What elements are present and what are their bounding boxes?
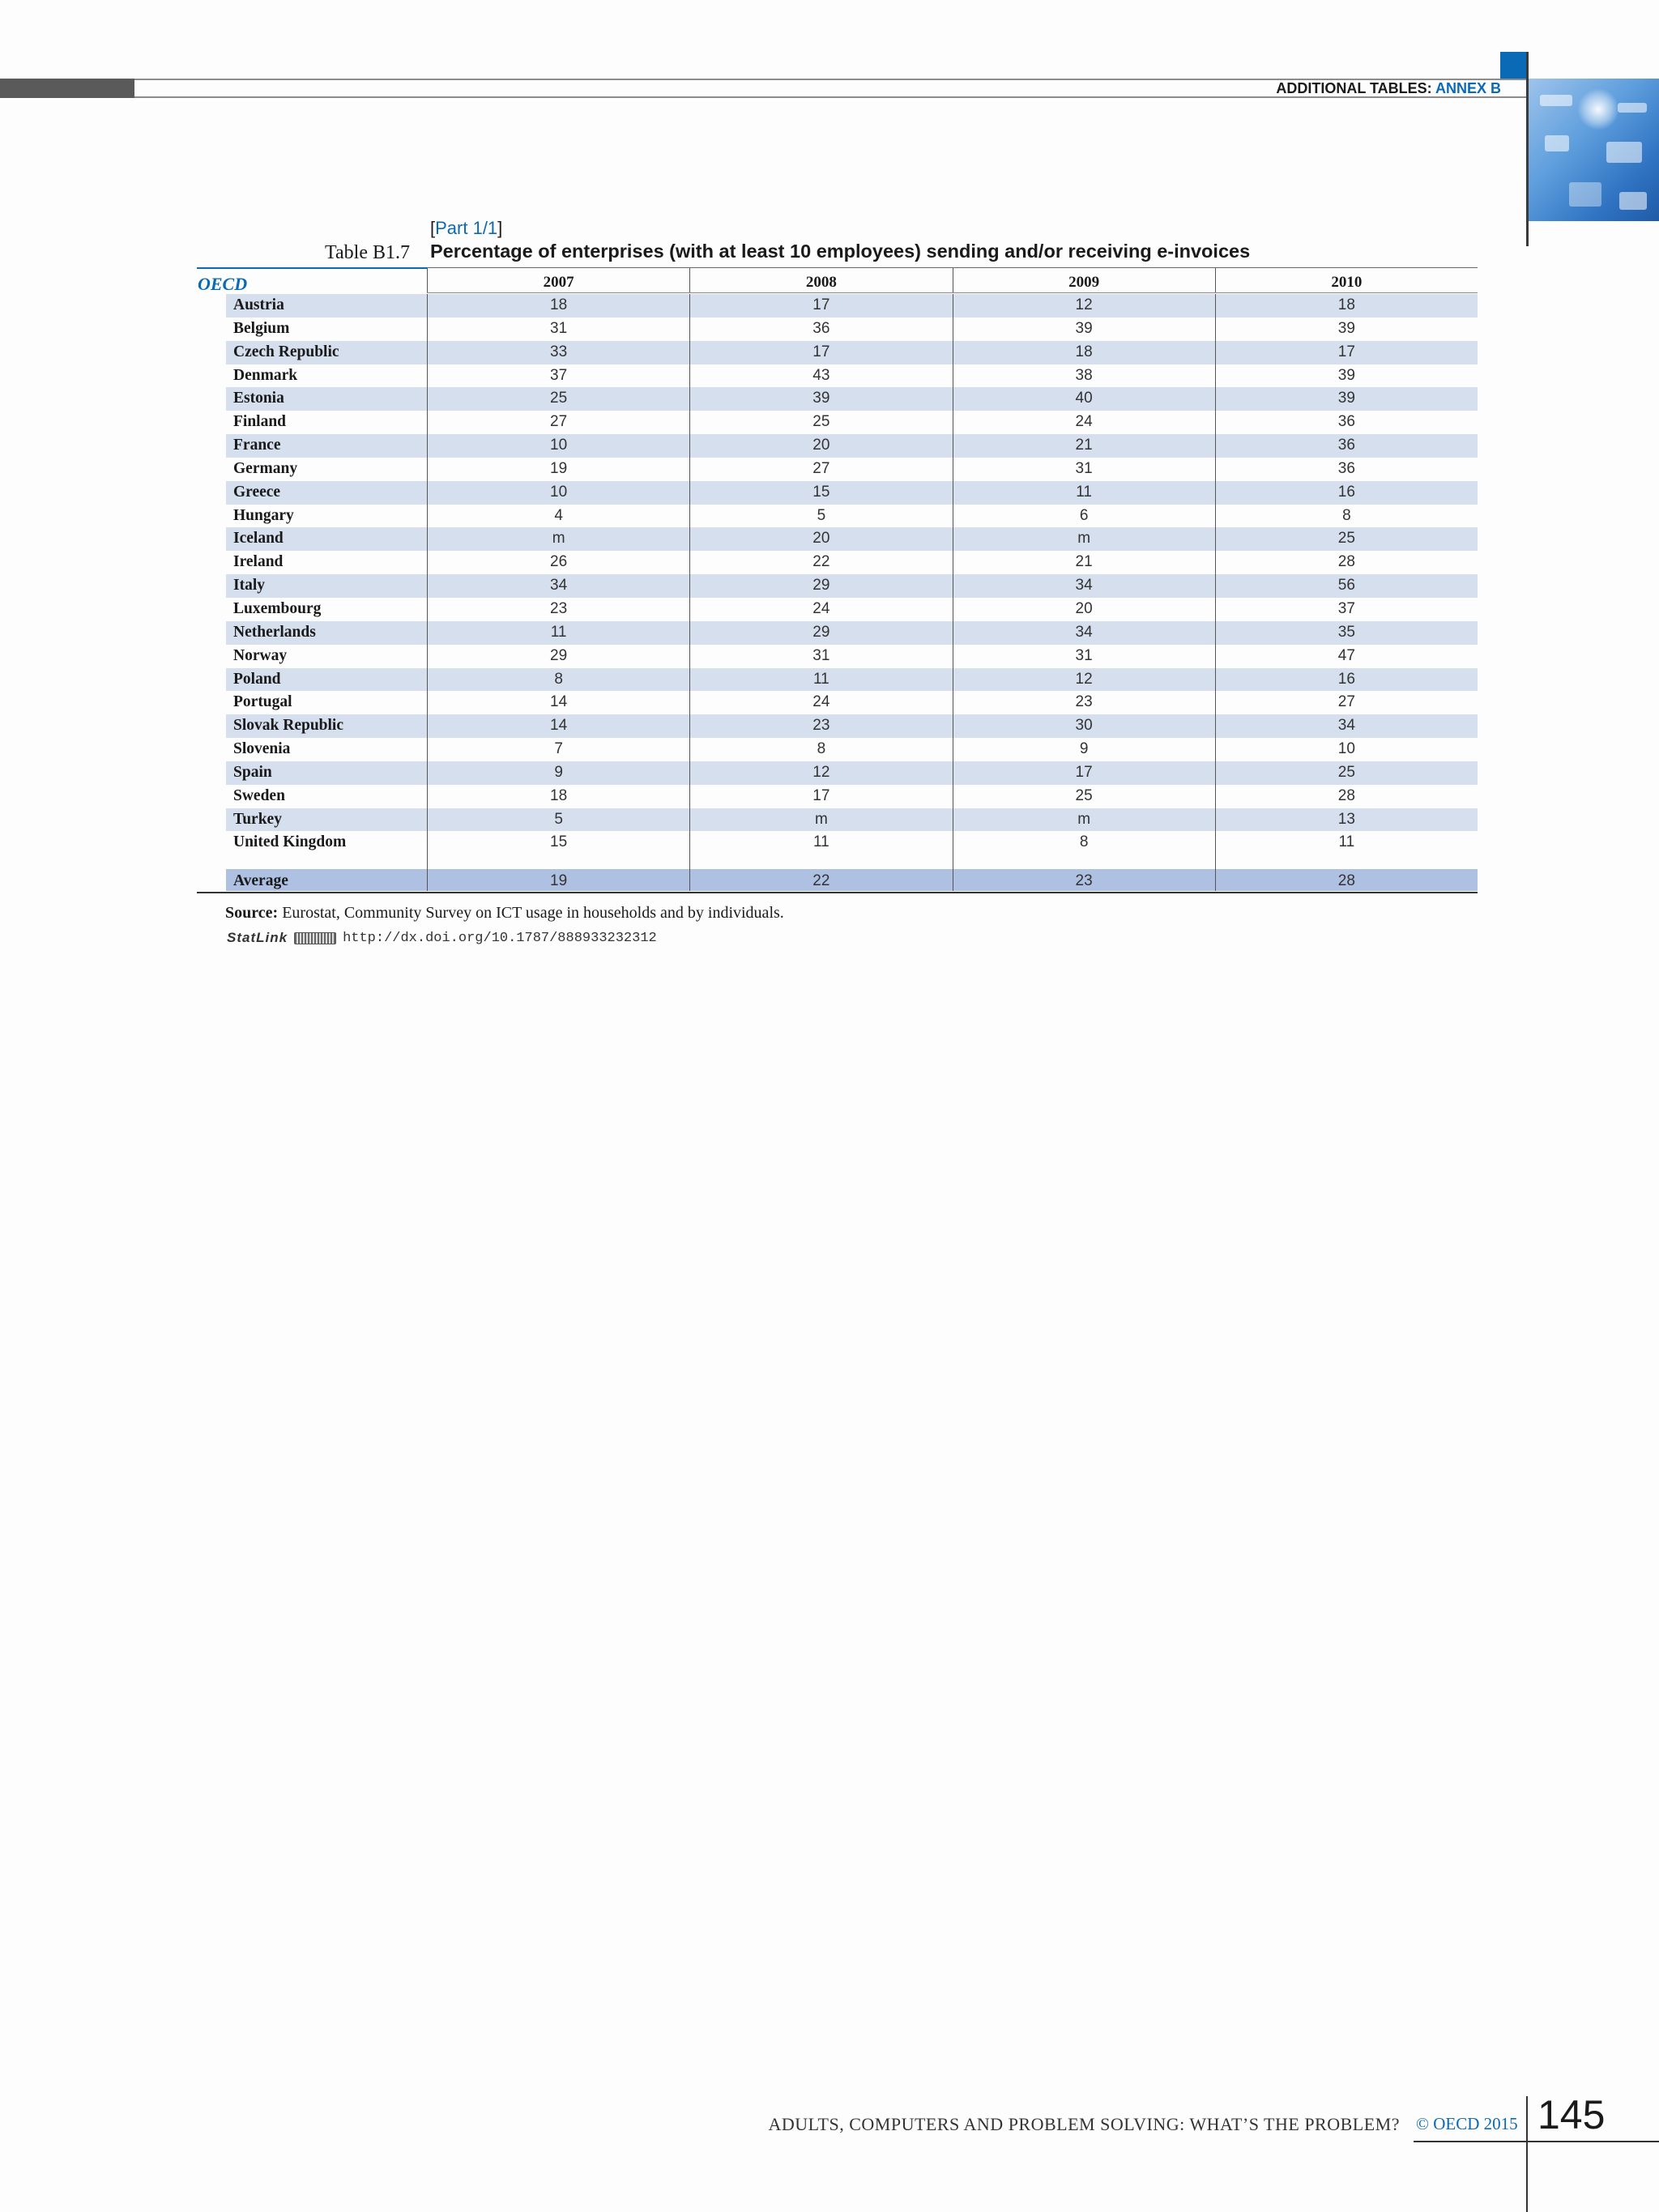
footer-book-title: ADULTS, COMPUTERS AND PROBLEM SOLVING: WHAT’S THE PROBLEM? — [768, 2114, 1400, 2134]
table-cell: 31 — [427, 318, 689, 341]
country-name: Czech Republic — [233, 343, 339, 360]
country-name: Hungary — [233, 506, 294, 524]
country-name: Denmark — [233, 366, 298, 384]
country-name: United Kingdom — [233, 833, 347, 851]
table-cell: 27 — [689, 458, 952, 481]
table-cell: 17 — [689, 341, 952, 364]
part-bracket-close: ] — [497, 218, 503, 238]
statlink-url[interactable]: http://dx.doi.org/10.1787/888933232312 — [343, 930, 657, 946]
table-cell: 11 — [1215, 831, 1478, 855]
table-cell: m — [953, 808, 1215, 832]
table-cell: 35 — [1215, 621, 1478, 645]
table-cell: 39 — [1215, 364, 1478, 388]
table-cell: 25 — [953, 785, 1215, 808]
table-cell: 16 — [1215, 481, 1478, 505]
table-cell: 25 — [427, 387, 689, 411]
page-number: 145 — [1537, 2092, 1606, 2137]
country-name: Slovak Republic — [233, 717, 343, 735]
table-cell: 34 — [953, 621, 1215, 645]
table-row — [226, 691, 1478, 714]
table-cell: 18 — [1215, 294, 1478, 318]
table-row — [226, 785, 1478, 808]
table-cell: 23 — [689, 714, 952, 738]
table-cell: 33 — [427, 341, 689, 364]
table-cell: 19 — [427, 458, 689, 481]
header-rule-bottom — [134, 96, 1526, 98]
table-row — [226, 294, 1478, 318]
table-cell: 28 — [1215, 551, 1478, 574]
table-header-row — [427, 268, 1478, 293]
table-row — [226, 598, 1478, 621]
header-accent-square — [1500, 52, 1526, 79]
footer-vertical-rule — [1526, 2096, 1528, 2212]
table-row — [226, 387, 1478, 411]
table-row — [226, 434, 1478, 458]
table-cell: 10 — [427, 434, 689, 458]
country-name: Estonia — [233, 390, 284, 407]
table-cell: 24 — [953, 411, 1215, 434]
table-cell: m — [689, 808, 952, 832]
table-row — [226, 458, 1478, 481]
table-cell: 34 — [427, 574, 689, 598]
table-cell: 28 — [1215, 785, 1478, 808]
table-cell: 17 — [1215, 341, 1478, 364]
spacer-cell — [689, 855, 952, 869]
table-cell: 18 — [427, 785, 689, 808]
thumbnail-shape — [1606, 142, 1642, 163]
table-cell: 56 — [1215, 574, 1478, 598]
table-cell: m — [953, 527, 1215, 551]
thumbnail-shape — [1618, 103, 1647, 113]
table-cell: 10 — [1215, 738, 1478, 761]
table-part: Part 1/1 — [435, 218, 498, 238]
table-cell: 29 — [689, 574, 952, 598]
spacer-cell — [1215, 855, 1478, 869]
thumbnail-shape — [1540, 95, 1572, 106]
average-cell: 22 — [689, 869, 952, 891]
table-cell: 25 — [689, 411, 952, 434]
table-cell: 21 — [953, 434, 1215, 458]
table-row — [226, 808, 1478, 832]
table-row — [226, 318, 1478, 341]
country-name: Belgium — [233, 319, 290, 337]
table-row — [226, 738, 1478, 761]
table-cell: 31 — [953, 458, 1215, 481]
thumbnail-shape — [1545, 135, 1569, 151]
table-cell: 7 — [427, 738, 689, 761]
country-name: Austria — [233, 296, 284, 313]
table-title: Percentage of enterprises (with at least 10 employees) sending and/or receiving e-invoices — [430, 241, 1251, 262]
source-note — [225, 904, 784, 923]
table-row — [226, 551, 1478, 574]
table-cell: 11 — [689, 668, 952, 692]
running-header-main: ADDITIONAL TABLES: — [1276, 80, 1435, 96]
table-cell: 4 — [427, 505, 689, 528]
table-cell: 20 — [953, 598, 1215, 621]
footer-rule — [1414, 2141, 1659, 2142]
source-label: Source: — [225, 904, 279, 922]
table-cell: 24 — [689, 598, 952, 621]
table-cell: 11 — [689, 831, 952, 855]
table-cell: 8 — [1215, 505, 1478, 528]
table-cell: 20 — [689, 527, 952, 551]
table-row — [226, 645, 1478, 668]
average-cell: 28 — [1215, 869, 1478, 891]
table-cell: 16 — [1215, 668, 1478, 692]
country-name: Iceland — [233, 530, 284, 548]
table-cell: 13 — [1215, 808, 1478, 832]
table-cell: 31 — [689, 645, 952, 668]
header-dark-bar — [0, 79, 134, 98]
country-name: Poland — [233, 670, 281, 688]
table-cell: 38 — [953, 364, 1215, 388]
average-row — [226, 869, 1478, 891]
table-cell: 17 — [689, 294, 952, 318]
column-header: 2010 — [1215, 268, 1478, 293]
chapter-thumbnail-image — [1529, 79, 1659, 221]
table-cell: 39 — [1215, 318, 1478, 341]
table-cell: 15 — [689, 481, 952, 505]
table-bottom-rule — [197, 892, 1478, 893]
country-name: Finland — [233, 413, 287, 431]
table-row — [226, 481, 1478, 505]
country-name: Ireland — [233, 553, 284, 571]
table-cell: 15 — [427, 831, 689, 855]
footer-copyright: © OECD 2015 — [1416, 2114, 1518, 2133]
table-cell: 23 — [427, 598, 689, 621]
table-cell: 14 — [427, 714, 689, 738]
table-cell: 39 — [689, 387, 952, 411]
table-cell: 8 — [953, 831, 1215, 855]
average-label: Average — [233, 872, 288, 890]
table-cell: 40 — [953, 387, 1215, 411]
table-row — [226, 411, 1478, 434]
table-row — [226, 621, 1478, 645]
table-spacer-row — [226, 855, 1478, 869]
table-cell: 27 — [1215, 691, 1478, 714]
spacer-cell — [427, 855, 689, 869]
table-cell: m — [427, 527, 689, 551]
table-cell: 43 — [689, 364, 952, 388]
table-cell: 29 — [689, 621, 952, 645]
table-body — [226, 294, 1478, 891]
country-name: Germany — [233, 459, 298, 477]
country-name: Italy — [233, 577, 265, 595]
table-cell: 12 — [953, 294, 1215, 318]
table-cell: 11 — [427, 621, 689, 645]
table-cell: 8 — [427, 668, 689, 692]
table-cell: 5 — [689, 505, 952, 528]
running-header — [1276, 80, 1501, 96]
table-cell: 37 — [1215, 598, 1478, 621]
thumbnail-shape — [1569, 182, 1601, 207]
table-cell: 17 — [953, 761, 1215, 785]
thumbnail-shape — [1619, 192, 1647, 210]
table-cell: 18 — [427, 294, 689, 318]
source-text: Eurostat, Community Survey on ICT usage in households and by individuals. — [278, 904, 784, 922]
table-cell: 9 — [427, 761, 689, 785]
spacer-cell — [953, 855, 1215, 869]
table-cell: 10 — [427, 481, 689, 505]
country-name: Spain — [233, 763, 272, 781]
country-name: Greece — [233, 483, 281, 501]
table-header-rule — [427, 292, 1478, 293]
table-cell: 23 — [953, 691, 1215, 714]
table-cell: 47 — [1215, 645, 1478, 668]
table-cell: 5 — [427, 808, 689, 832]
country-name: Netherlands — [233, 623, 316, 641]
table-cell: 6 — [953, 505, 1215, 528]
table-row — [226, 505, 1478, 528]
table-cell: 12 — [689, 761, 952, 785]
country-name: Turkey — [233, 810, 282, 828]
spacer-cell — [226, 855, 427, 869]
column-header: 2007 — [427, 268, 689, 293]
table-cell: 9 — [953, 738, 1215, 761]
table-cell: 29 — [427, 645, 689, 668]
table-cell: 27 — [427, 411, 689, 434]
table-cell: 30 — [953, 714, 1215, 738]
table-cell: 11 — [953, 481, 1215, 505]
oecd-group-rule — [197, 267, 427, 269]
table-cell: 12 — [953, 668, 1215, 692]
table-cell: 36 — [1215, 458, 1478, 481]
average-cell: 19 — [427, 869, 689, 891]
table-cell: 26 — [427, 551, 689, 574]
statlink[interactable] — [227, 930, 657, 946]
table-cell: 36 — [1215, 434, 1478, 458]
country-name: Norway — [233, 646, 288, 664]
table-cell: 37 — [427, 364, 689, 388]
oecd-group-label: OECD — [198, 274, 248, 294]
table-cell: 20 — [689, 434, 952, 458]
table-cell: 36 — [1215, 411, 1478, 434]
table-row — [226, 341, 1478, 364]
thumbnail-glow — [1577, 88, 1619, 130]
table-cell: 14 — [427, 691, 689, 714]
country-name: Slovenia — [233, 740, 291, 758]
running-header-annex: ANNEX B — [1435, 80, 1501, 96]
country-name: Portugal — [233, 693, 292, 711]
table-cell: 36 — [689, 318, 952, 341]
table-cell: 34 — [953, 574, 1215, 598]
table-row — [226, 574, 1478, 598]
table-cell: 39 — [1215, 387, 1478, 411]
table-row — [226, 714, 1478, 738]
table-cell: 22 — [689, 551, 952, 574]
table-cell: 18 — [953, 341, 1215, 364]
table-number: Table B1.7 — [325, 242, 410, 263]
statlink-label: StatLink — [227, 930, 288, 945]
table-part-label — [430, 218, 502, 239]
table-row — [226, 668, 1478, 692]
average-cell: 23 — [953, 869, 1215, 891]
table-cell: 34 — [1215, 714, 1478, 738]
country-name: Sweden — [233, 786, 285, 804]
table-row — [226, 761, 1478, 785]
table-cell: 31 — [953, 645, 1215, 668]
table-row — [226, 527, 1478, 551]
statlink-icon — [294, 932, 336, 944]
table-row — [226, 831, 1478, 855]
column-header: 2009 — [953, 268, 1215, 293]
column-header: 2008 — [689, 268, 952, 293]
table-cell: 21 — [953, 551, 1215, 574]
table-row — [226, 364, 1478, 388]
table-cell: 17 — [689, 785, 952, 808]
country-name: France — [233, 437, 281, 454]
table-cell: 25 — [1215, 527, 1478, 551]
table-cell: 39 — [953, 318, 1215, 341]
table-cell: 25 — [1215, 761, 1478, 785]
part-bracket-open: [ — [430, 218, 436, 238]
table-cell: 24 — [689, 691, 952, 714]
country-name: Luxembourg — [233, 599, 322, 617]
table-cell: 8 — [689, 738, 952, 761]
